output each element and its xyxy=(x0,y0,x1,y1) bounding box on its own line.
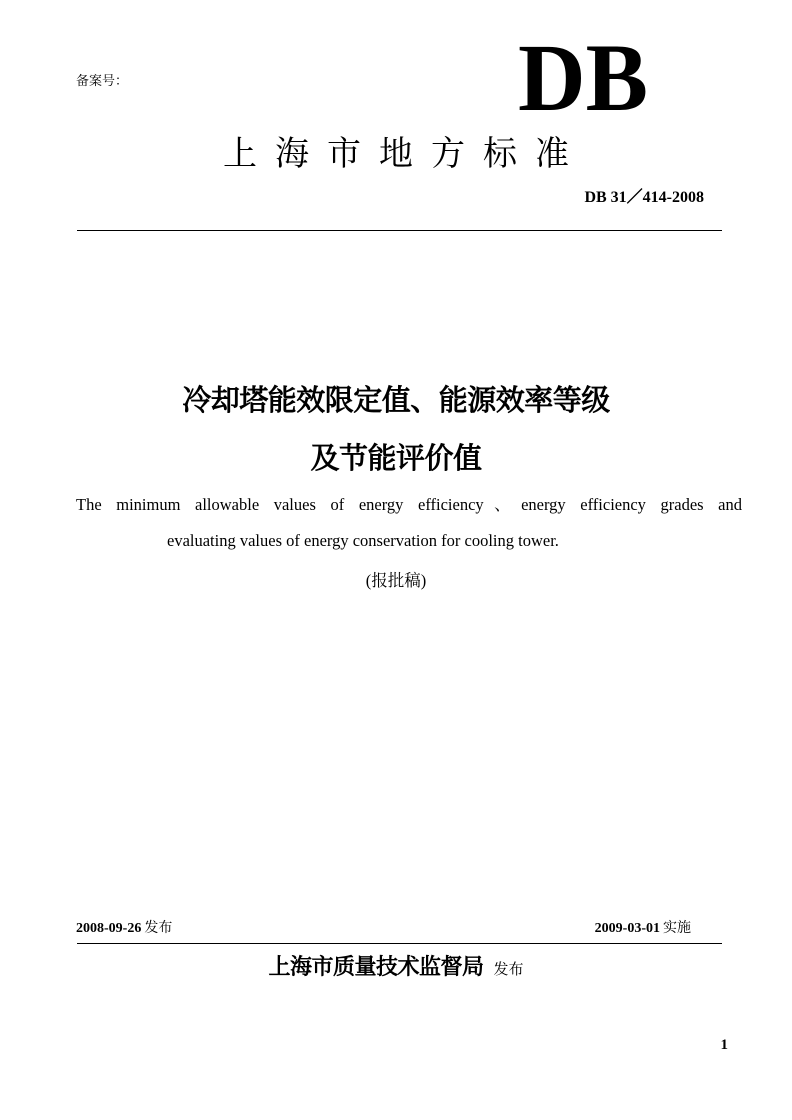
issuer-line xyxy=(0,950,792,981)
issue-date-value: 2008-09-26 xyxy=(76,921,142,936)
footer-divider xyxy=(77,943,722,944)
title-en-line1: The minimum allowable values of energy efficiency、energy efficiency grades and xyxy=(76,495,742,514)
page-number: 1 xyxy=(720,1037,728,1053)
issuer-name: 上海市质量技术监督局 xyxy=(268,955,484,980)
implementation-date xyxy=(595,917,691,937)
issue-date-suffix: 发布 xyxy=(144,920,173,936)
issuer-suffix: 发布 xyxy=(493,960,524,978)
title-en-line2: evaluating values of energy conservation for cooling tower. xyxy=(167,531,559,550)
draft-note: (报批稿) xyxy=(365,571,427,590)
standard-type-heading: 上海市地方标准 xyxy=(223,134,587,174)
standard-number: DB 31／414-2008 xyxy=(584,189,704,206)
record-number-label: 备案号： xyxy=(76,74,129,89)
db-logo xyxy=(516,20,650,120)
title-cn-line2: 及节能评价值 xyxy=(310,441,482,475)
header-divider xyxy=(77,230,722,231)
implementation-date-suffix: 实施 xyxy=(663,920,691,936)
title-cn-line1: 冷却塔能效限定值、能源效率等级 xyxy=(182,383,610,417)
implementation-date-value: 2009-03-01 xyxy=(594,921,660,936)
issue-date xyxy=(76,917,172,937)
db-logo-text: DB xyxy=(518,24,648,120)
